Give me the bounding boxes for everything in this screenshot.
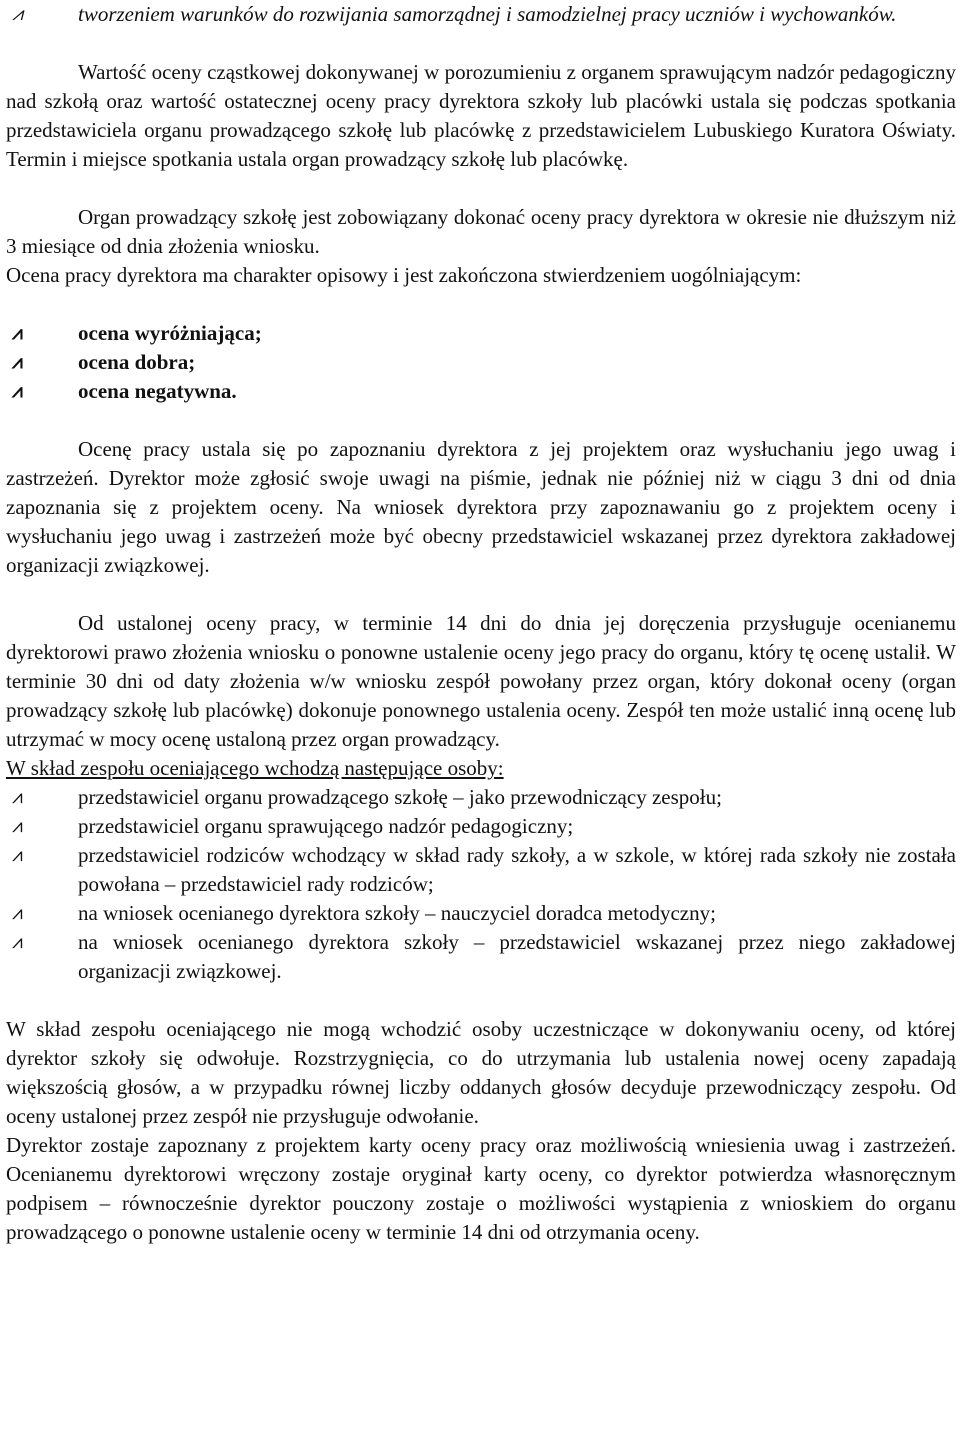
paragraph-appeal: Od ustalonej oceny pracy, w terminie 14 dni do dnia jej doręczenia przysługuje ocenianemu dyrektorowi prawo złożenia wniosku o ponowne ustalenie oceny jego pracy do organu, który tę ocenę ustalił. W terminie 30 dni od daty złożenia w/w wniosku zespół powołany przez organ, który dokonał oceny (organ prowadzący szkołę lub placówkę) dokonuje ponownego ustalenia oceny. Zespół ten może ustalić inną ocenę lub utrzymać w mocy ocenę ustaloną przez organ prowadzący. [6,611,956,751]
bullet-icon: ⩘ [12,816,23,837]
team-heading: W skład zespołu oceniającego wchodzą następujące osoby: [6,756,504,780]
paragraph-rating-card: Dyrektor zostaje zapoznany z projektem karty oceny pracy oraz możliwością wniesienia uwag i zastrzeżeń. Ocenianemu dyrektorowi wręczony zostaje oryginał karty oceny, co dyrektor potwierdza własnoręcznym podpisem – równocześnie dyrektor pouczony zostaje o możliwości wystąpienia z wnioskiem do organu prowadzącego o ponowne ustalenie oceny w terminie 14 dni od otrzymania oceny. [6,1133,956,1244]
paragraph-deadline: Organ prowadzący szkołę jest zobowiązany dokonać oceny pracy dyrektora w okresie nie dłuższym niż 3 miesiące od dnia złożenia wniosku. [6,205,956,258]
team-list [6,783,956,986]
paragraph-evaluation-value: Wartość oceny cząstkowej dokonywanej w porozumieniu z organem sprawującym nadzór pedagogiczny nad szkołą oraz wartość ostatecznej oceny pracy dyrektora szkoły lub placówki ustala się podczas spotkania przedstawiciela organu prowadzącego szkołę lub placówkę z przedstawicielem Lubuskiego Kuratora Oświaty. Termin i miejsce spotkania ustala organ prowadzący szkołę lub placówkę. [6,60,956,171]
bullet-icon: ⩘ [12,845,23,866]
list-item: ⩘ na wniosek ocenianego dyrektora szkoły – nauczyciel doradca metodyczny; [6,899,956,928]
list-item: ⩘ przedstawiciel organu sprawującego nadzór pedagogiczny; [6,812,956,841]
document-page [6,0,956,1247]
bullet-icon: ⩘ [12,903,23,924]
intro-list-item [6,0,956,29]
intro-item-text: tworzeniem warunków do rozwijania samorządnej i samodzielnej pracy uczniów i wychowanków. [78,2,897,26]
bullet-icon: ⩘ [12,4,23,25]
paragraph-team-rules: W skład zespołu oceniającego nie mogą wchodzić osoby uczestniczące w dokonywaniu oceny, od której dyrektor szkoły się odwołuje. Rozstrzygnięcia, co do utrzymania lub ustalenia nowej oceny zapadają większością głosów, a w przypadku równej liczby oddanych głosów decyduje przewodniczący zespołu. Od oceny ustalonej przez zespół nie przysługuje odwołanie. [6,1017,956,1128]
bullet-icon: ⩘ [12,352,23,373]
list-item: ⩘ przedstawiciel organu prowadzącego szkołę – jako przewodniczący zespołu; [6,783,956,812]
bullet-icon: ⩘ [12,787,23,808]
list-item: ⩘ na wniosek ocenianego dyrektora szkoły – przedstawiciel wskazanej przez niego zakładowej organizacji związkowej. [12,930,956,983]
list-item: ⩘ ocena wyróżniająca; [6,319,956,348]
ratings-list [6,319,956,406]
list-item: ⩘ przedstawiciel rodziców wchodzący w skład rady szkoły, a w szkole, w której rada szkoły nie została powołana – przedstawiciel rady rodziców; [12,843,956,896]
list-item: ⩘ ocena negatywna. [6,377,956,406]
bullet-icon: ⩘ [12,932,23,953]
paragraph-descriptive-rating: Ocena pracy dyrektora ma charakter opisowy i jest zakończona stwierdzeniem uogólniającym: [6,263,802,287]
bullet-icon: ⩘ [12,323,23,344]
bullet-icon: ⩘ [12,381,23,402]
list-item: ⩘ ocena dobra; [6,348,956,377]
paragraph-director-remarks: Ocenę pracy ustala się po zapoznaniu dyrektora z jej projektem oraz wysłuchaniu jego uwag i zastrzeżeń. Dyrektor może zgłosić swoje uwagi na piśmie, jednak nie później niż w ciągu 3 dni od dnia zapoznania się z projektem oceny. Na wniosek dyrektora przy zapoznawaniu go z projektem oceny i wysłuchaniu jego uwag i zastrzeżeń może być obecny przedstawiciel wskazanej przez dyrektora zakładowej organizacji związkowej. [6,437,956,577]
